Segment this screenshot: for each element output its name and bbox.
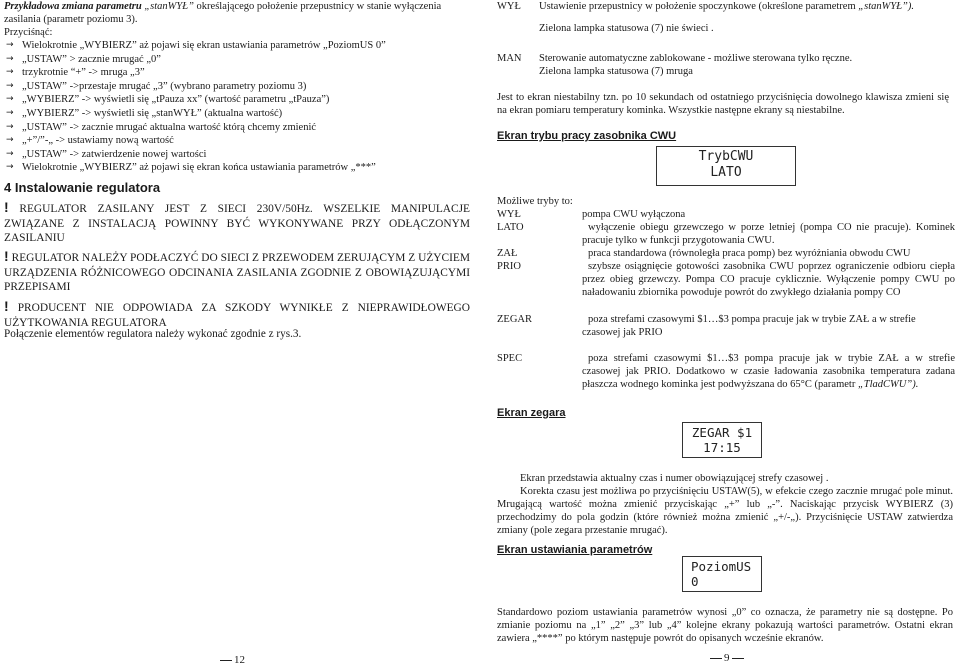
warning-2: ! REGULATOR NALEŻY PODŁACZYĆ DO SIECI Z PRZEWODEM ZERUJĄCYM Z UŻYCIEM URZĄDZENIA RÓŻNICOWEGO ODCINANIA ZASILANIA ZGODNIE Z OBOWIĄZUJĄCYMI PRZEPISAMI [4, 248, 470, 294]
arrow-right-icon: → [6, 80, 14, 91]
lcd-display-clock: ZEGAR $1 17:15 [682, 422, 762, 458]
connection-note: Połączenie elementów regulatora należy wykonać zgodnie z rys.3. [4, 328, 302, 340]
section-title: 4 Instalowanie regulatora [4, 180, 161, 195]
arrow-right-icon: → [6, 40, 14, 50]
warning-1: ! REGULATOR ZASILANY JEST Z SIECI 230V/50Hz. WSZELKIE MANIPULACJE ZWIĄZANE Z INSTALACJĄ POWINNY BYĆ WYKONYWANE PRZY ODŁĄCZONYM ZASILANIU [4, 199, 470, 245]
step-item: → „WYBIERZ” -> wyświetli się „stanWYŁ” (aktualna wartość) [6, 107, 283, 119]
mode-term: ZAŁ [497, 248, 518, 259]
page-number-right: 9 [710, 652, 744, 664]
intro-rest: określającego położenie przepustnicy w stanie wyłączenia [196, 1, 442, 12]
man-term: MAN [497, 53, 522, 64]
warning-3: ! PRODUCENT NIE ODPOWIADA ZA SZKODY WYNIKŁE Z NIEPRAWIDŁOWEGO UŻYTKOWANIA REGULATORA [4, 298, 470, 329]
arrow-right-icon: → [6, 135, 14, 146]
clock-heading: Ekran zegara [497, 407, 566, 419]
mode-desc: praca standardowa (równoległa praca pomp) bez wyróżniania obwodu CWU [588, 248, 911, 259]
step-item: → „USTAW” ->przestaje mrugać „3” (wybrano parametry poziomu 3) [6, 80, 307, 92]
arrow-right-icon: → [6, 94, 14, 105]
modes-intro: Możliwe tryby to: [497, 196, 573, 207]
step-item: → „WYBIERZ” -> wyświetli się „tPauza xx” (wartość parametru „tPauza”) [6, 94, 330, 106]
warning-mark: ! [4, 298, 9, 314]
clock-text-2: Korekta czasu jest możliwa po przyciśnięciu USTAW(5), w efekcie czego zacznie mrugać pole minut. Mrugającą wartość można zmienić przyciskając „+” lub „-”. Naciskając przycisk WYBIERZ (3) przechodzimy do pola godzin (które również można zmienić „+/-„). Przyciśnięcie USTAW zatwierdza zmiany (pole zegara przestanie mrugać). [497, 486, 953, 536]
step-item: → Wielokrotnie „WYBIERZ” aż pojawi się ekran ustawiania parametrów „PoziomUS 0” [6, 40, 386, 51]
wyl-desc-1: Ustawienie przepustnicy w położenie spoczynkowe (określone parametrem „stanWYŁ”). [539, 1, 914, 12]
mode-term: ZEGAR [497, 314, 532, 325]
step-item: → „+”/”-„ -> ustawiamy nową wartość [6, 135, 174, 147]
intro-line2: zasilania (parametr poziomu 3). [4, 14, 138, 25]
step-item: → „USTAW” -> zacznie mrugać aktualna wartość którą chcemy zmienić [6, 121, 317, 133]
arrow-right-icon: → [6, 162, 14, 173]
step-item: → „USTAW” > zacznie mrugać „0” [6, 53, 161, 65]
mode-desc: pompa CWU wyłączona [582, 209, 686, 220]
lcd-display-level: PoziomUS 0 [682, 556, 762, 592]
mode-term: WYŁ [497, 209, 521, 220]
intro-bold: Przykładowa zmiana parametru [4, 1, 142, 12]
mode-desc: poza strefami czasowymi $1…$3 pompa pracuje jak w trybie ZAŁ a w strefie czasowej jak PRIO [582, 314, 916, 338]
wyl-term: WYŁ [497, 1, 521, 12]
level-heading: Ekran ustawiania parametrów [497, 544, 653, 556]
warning-mark: ! [4, 248, 9, 264]
mode-term: PRIO [497, 261, 521, 272]
press-label: Przyciśnąć: [4, 27, 53, 38]
man-desc-1: Sterowanie automatyczne zablokowane - możliwe sterowana tylko ręczne. [539, 53, 853, 64]
steps-list [4, 39, 474, 175]
intro-param: „stanWYŁ” [144, 1, 194, 12]
arrow-right-icon: → [6, 53, 14, 64]
intro-paragraph [4, 0, 474, 39]
mode-desc: szybsze osiągnięcie gotowości zasobnika CWU poprzez ograniczenie odbioru ciepła przez obieg grzewczy. Pompa CO pracuje cyklicznie. Wyłączenie pompy CWU po naładowaniu zbiornika powoduje powrót do zwykłego działania pompy CO [582, 261, 955, 298]
stable-note: Jest to ekran niestabilny tzn. po 10 sekundach od ostatniego przyciśnięcia dowolnego klawisza zmieni się na ekran pomiaru temperatury kominka. Wszystkie następne ekrany są niestabilne. [497, 92, 949, 116]
level-text: Standardowo poziom ustawiania parametrów wynosi „0” co oznacza, że parametry nie są dostępne. Po zmianie poziomu na „1” „2” „3” lub „4” kolejne ekrany pokazują wartości parametrów. Ostatni ekran zawiera „****” po którym następuje powrót do opisanych wcześnie ekranów. [497, 607, 953, 644]
clock-text-1: Ekran przedstawia aktualny czas i numer obowiązującej strefy czasowej . [520, 473, 829, 484]
wyl-desc-2: Zielona lampka statusowa (7) nie świeci . [539, 23, 714, 34]
arrow-right-icon: → [6, 107, 14, 118]
arrow-right-icon: → [6, 67, 14, 78]
step-item: → trzykrotnie “+” -> mruga „3” [6, 67, 145, 79]
step-item: → Wielokrotnie „WYBIERZ” aż pojawi się ekran końca ustawiania parametrów „***” [6, 162, 376, 174]
man-desc-2: Zielona lampka statusowa (7) mruga [539, 66, 693, 77]
lcd-display-cwu: TrybCWU LATO [656, 146, 796, 186]
mode-term: SPEC [497, 353, 523, 364]
mode-term: LATO [497, 222, 524, 233]
arrow-right-icon: → [6, 121, 14, 132]
mode-desc: wyłączenie obiegu grzewczego w porze letniej (pompa CO nie pracuje). Kominek pracuje tylko w funkcji przygotowania CWU. [582, 222, 955, 246]
step-item: → „USTAW” -> zatwierdzenie nowej wartości [6, 148, 207, 160]
warning-mark: ! [4, 199, 9, 215]
page-number-left: 12 [220, 654, 245, 666]
mode-desc: poza strefami czasowymi $1…$3 pompa pracuje jak w trybie ZAŁ a w strefie czasowej jak PRIO. Dodatkowo w czasie ładowania zasobnika temperatura zadana płaszcza wodnego kominka jest podwyższana do 65°C (parametr „TladCWU”). [582, 353, 955, 390]
arrow-right-icon: → [6, 148, 14, 159]
cwu-heading: Ekran trybu pracy zasobnika CWU [497, 130, 677, 142]
